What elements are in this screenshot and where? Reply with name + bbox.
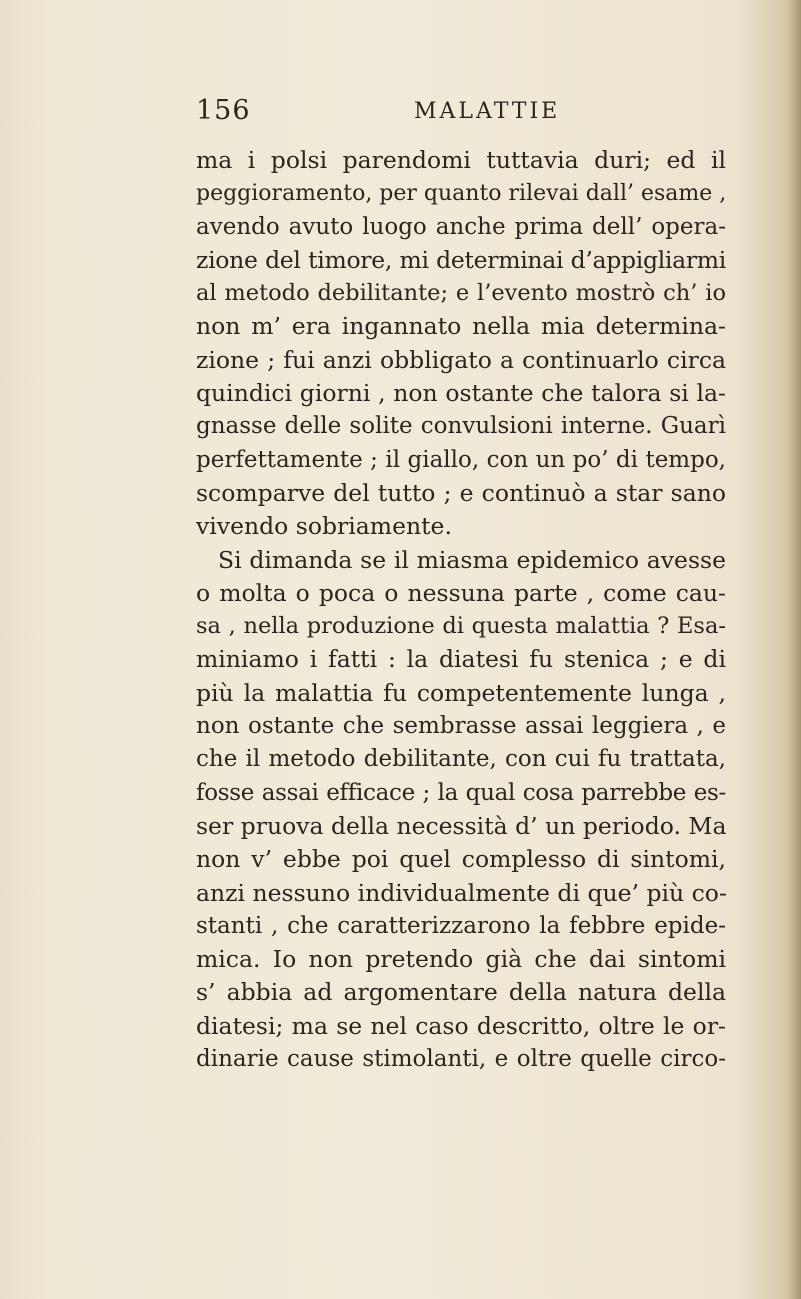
text-line: avendo avuto luogo anche prima dell’ opera- (196, 213, 726, 240)
text-line: più la malattia fu competentemente lunga , (196, 678, 726, 707)
text-line: miniamo i fatti : la diatesi fu stenica ; e di (196, 645, 726, 674)
text-line: al metodo debilitante; e l’evento mostrò ch’ io (196, 280, 726, 307)
page-edge-shadow (787, 0, 801, 1299)
text-line: sa , nella produzione di questa malattia ? Esa- (196, 613, 726, 640)
text-line: diatesi; ma se nel caso descritto, oltre le or- (196, 1011, 726, 1040)
page-header (196, 95, 716, 135)
text-line: non m’ era ingannato nella mia determina- (196, 312, 726, 341)
text-line: s’ abbia ad argomentare della natura della (196, 978, 726, 1007)
text-line: stanti , che caratterizzarono la febbre epide- (196, 912, 726, 939)
text-line: peggioramento, per quanto rilevai dall’ esame , (196, 181, 727, 207)
text-line: o molta o poca o nessuna parte , come cau- (196, 578, 726, 607)
text-line: non v’ ebbe poi quel complesso di sintomi, (196, 845, 726, 874)
text-line: ser pruova della necessità d’ un periodo. Ma (196, 811, 727, 840)
text-line: gnasse delle solite convulsioni interne. Guarì (196, 413, 726, 440)
text-line: scomparve del tutto ; e continuò a star sano (196, 478, 726, 507)
text-line: non ostante che sembrasse assai leggiera , e (196, 713, 726, 740)
running-head: MALATTIE (414, 99, 561, 124)
text-line: Si dimanda se il miasma epidemico avesse (218, 545, 726, 574)
text-line: anzi nessuno individualmente di que’ più co- (196, 878, 727, 907)
text-line: zione del timore, mi determinai d’appigliarmi (196, 245, 726, 274)
body-text (196, 144, 726, 1076)
text-line: dinarie cause stimolanti, e oltre quelle circo- (196, 1046, 726, 1073)
page-number: 156 (196, 95, 251, 126)
text-line: perfettamente ; il giallo, con un po’ di tempo, (196, 446, 726, 473)
text-line: quindici giorni , non ostante che talora si la- (196, 379, 726, 408)
text-line: ma i polsi parendomi tuttavia duri; ed il (196, 146, 726, 174)
text-line: vivendo sobriamente. (196, 512, 452, 541)
text-line: che il metodo debilitante, con cui fu trattata, (196, 746, 726, 773)
text-line: mica. Io non pretendo già che dai sintomi (196, 945, 726, 974)
text-line: zione ; fui anzi obbligato a continuarlo circa (196, 345, 726, 374)
text-line: fosse assai efficace ; la qual cosa parrebbe es- (196, 779, 726, 806)
